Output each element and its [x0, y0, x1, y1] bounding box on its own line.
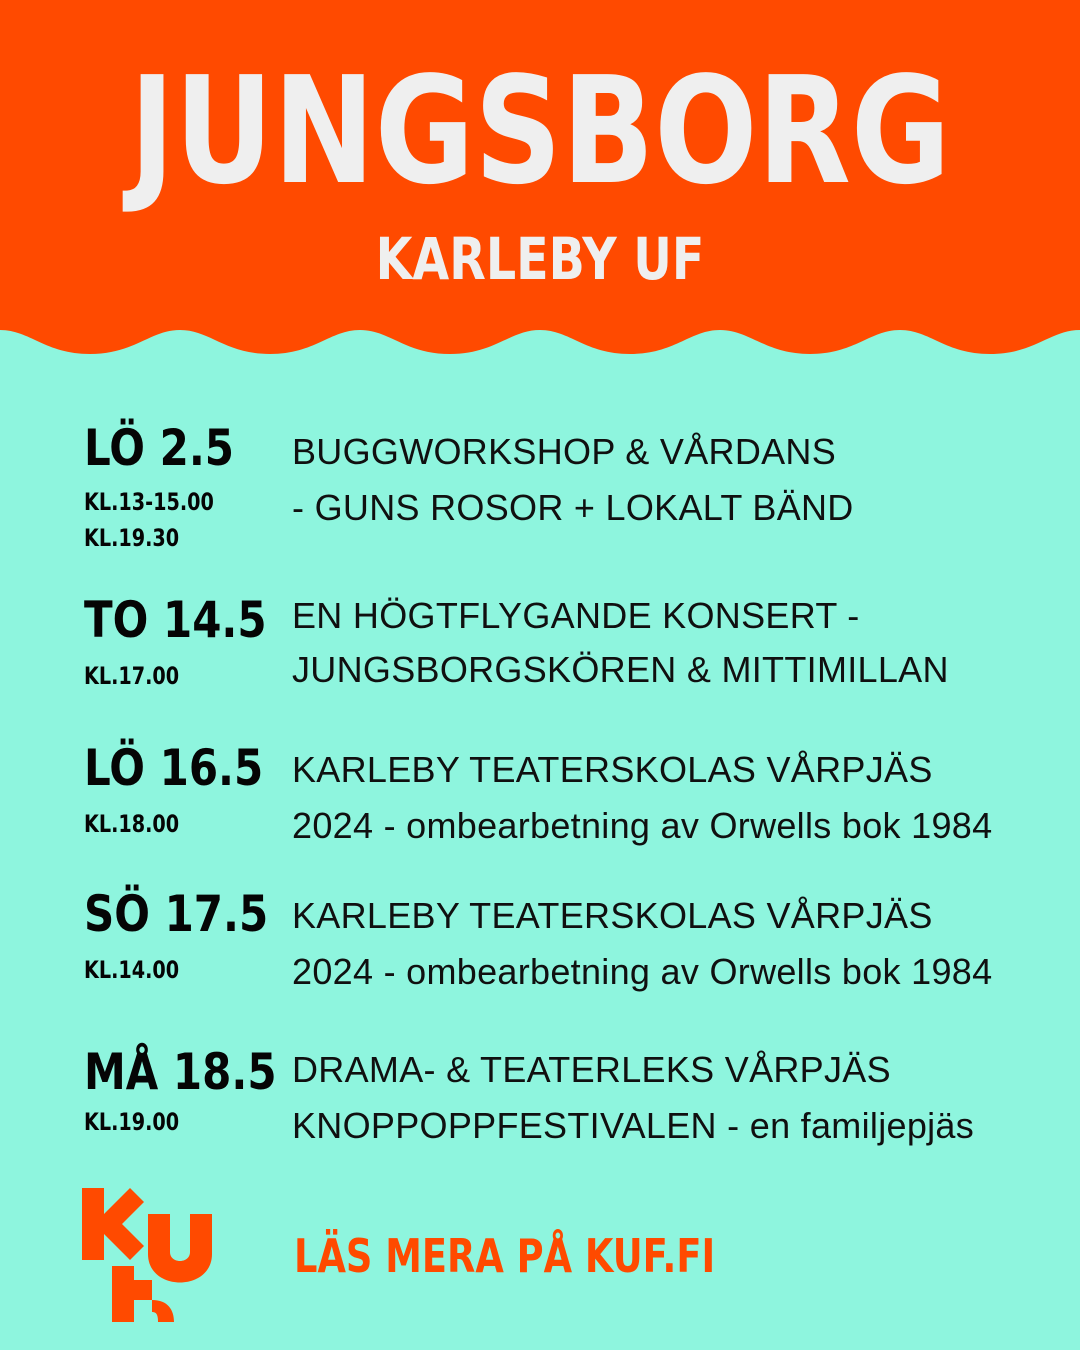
event-time: KL.19.00 [84, 1108, 180, 1136]
event-description: KARLEBY TEATERSKOLAS VÅRPJÄS [292, 895, 933, 936]
event-time: KL.14.00 [84, 956, 180, 984]
event-date: SÖ 17.5 [84, 885, 269, 943]
page-title: JUNGSBORG [129, 45, 951, 217]
event-description: DRAMA- & TEATERLEKS VÅRPJÄS [292, 1049, 891, 1090]
event-description: EN HÖGTFLYGANDE KONSERT - [292, 595, 860, 636]
event-time: KL.19.30 [84, 524, 180, 552]
event-description: KARLEBY TEATERSKOLAS VÅRPJÄS [292, 749, 933, 790]
event-time: KL.13-15.00 [84, 488, 214, 516]
event-date: MÅ 18.5 [84, 1043, 277, 1101]
read-more-link[interactable]: LÄS MERA PÅ KUF.FI [294, 1229, 716, 1283]
event-description: 2024 - ombearbetning av Orwells bok 1984 [292, 951, 993, 992]
page-subtitle: KARLEBY UF [375, 225, 705, 293]
event-date: LÖ 2.5 [84, 419, 235, 477]
event-date: TO 14.5 [84, 591, 267, 649]
event-description: - GUNS ROSOR + LOKALT BÄND [292, 487, 854, 528]
event-description: JUNGSBORGSKÖREN & MITTIMILLAN [292, 649, 949, 690]
event-time: KL.17.00 [84, 662, 180, 690]
event-description: KNOPPOPPFESTIVALEN - en familjepjäs [292, 1105, 975, 1146]
event-time: KL.18.00 [84, 810, 180, 838]
event-date: LÖ 16.5 [84, 739, 264, 797]
event-description: BUGGWORKSHOP & VÅRDANS [292, 431, 837, 472]
event-description: 2024 - ombearbetning av Orwells bok 1984 [292, 805, 993, 846]
kuf-logo-icon [82, 1188, 214, 1322]
wave-divider [0, 300, 1080, 380]
